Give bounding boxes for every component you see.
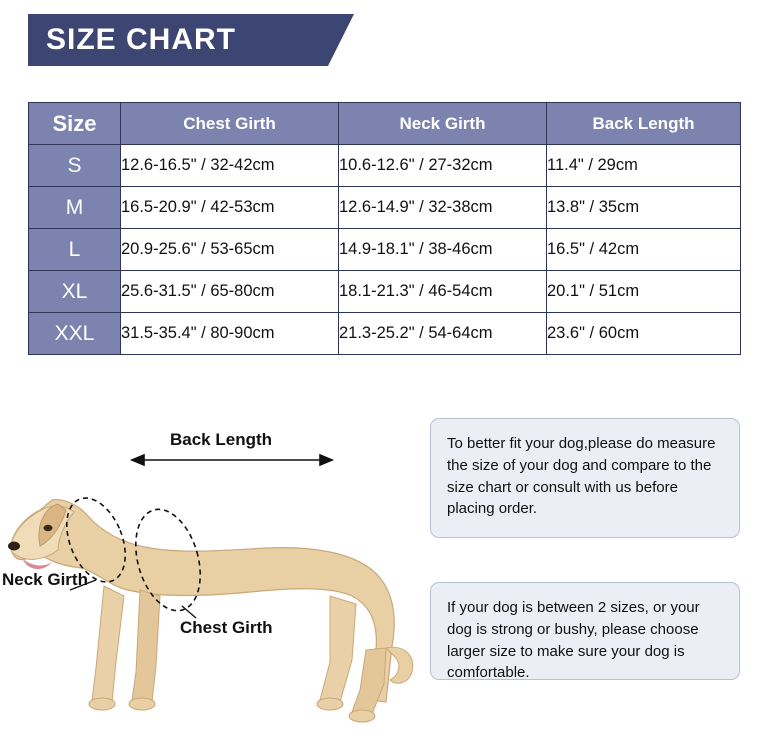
column-header-neck-girth: Neck Girth: [339, 103, 547, 145]
table-header-row: [29, 103, 741, 145]
cell-chest: 16.5-20.9" / 42-53cm: [121, 187, 339, 229]
table-row: [29, 313, 741, 355]
table-row: [29, 187, 741, 229]
cell-size: S: [29, 145, 121, 187]
cell-neck: 12.6-14.9" / 32-38cm: [339, 187, 547, 229]
size-chart-banner: [28, 14, 328, 66]
cell-back: 13.8" / 35cm: [547, 187, 741, 229]
column-header-chest-girth: Chest Girth: [121, 103, 339, 145]
cell-neck: 18.1-21.3" / 46-54cm: [339, 271, 547, 313]
size-table-container: [28, 102, 740, 355]
page-title: SIZE CHART: [46, 23, 236, 56]
dog-diagram: [0, 400, 430, 742]
cell-back: 20.1" / 51cm: [547, 271, 741, 313]
cell-chest: 12.6-16.5" / 32-42cm: [121, 145, 339, 187]
label-chest-girth: Chest Girth: [180, 618, 273, 637]
cell-size: XL: [29, 271, 121, 313]
cell-size: XXL: [29, 313, 121, 355]
measurement-guide-section: [0, 400, 768, 742]
table-row: [29, 145, 741, 187]
size-table: [28, 102, 741, 355]
cell-back: 16.5" / 42cm: [547, 229, 741, 271]
table-row: [29, 229, 741, 271]
note-between-sizes-advice: If your dog is between 2 sizes, or your dog is strong or bushy, please choose larger size to make sure your dog is comfortable.: [430, 582, 740, 680]
cell-neck: 14.9-18.1" / 38-46cm: [339, 229, 547, 271]
cell-chest: 25.6-31.5" / 65-80cm: [121, 271, 339, 313]
cell-neck: 10.6-12.6" / 27-32cm: [339, 145, 547, 187]
column-header-back-length: Back Length: [547, 103, 741, 145]
label-neck-girth: Neck Girth: [2, 570, 88, 589]
cell-neck: 21.3-25.2" / 54-64cm: [339, 313, 547, 355]
cell-back: 23.6" / 60cm: [547, 313, 741, 355]
banner-tail-shape: [328, 14, 354, 66]
cell-chest: 20.9-25.6" / 53-65cm: [121, 229, 339, 271]
table-row: [29, 271, 741, 313]
column-header-size: Size: [29, 103, 121, 145]
cell-size: M: [29, 187, 121, 229]
label-back-length: Back Length: [170, 430, 273, 449]
cell-size: L: [29, 229, 121, 271]
cell-back: 11.4" / 29cm: [547, 145, 741, 187]
cell-chest: 31.5-35.4" / 80-90cm: [121, 313, 339, 355]
note-measure-advice: To better fit your dog,please do measure the size of your dog and compare to the size chart or consult with us before placing order.: [430, 418, 740, 538]
